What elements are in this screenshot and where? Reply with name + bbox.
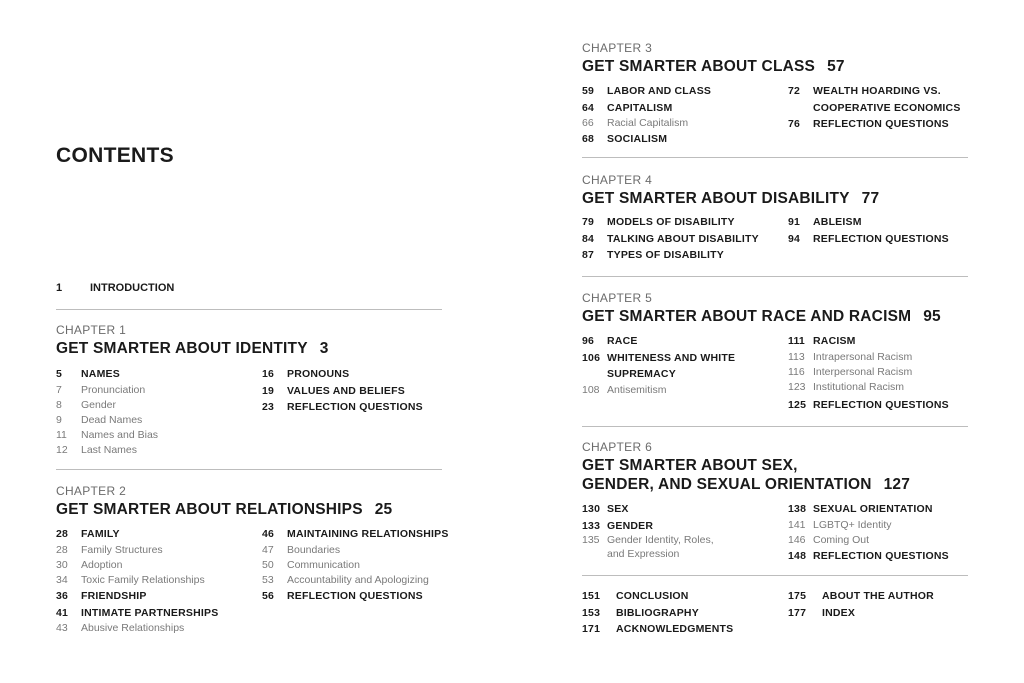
toc-entry-page: 28	[56, 528, 69, 540]
chapter-title-text: GET SMARTER ABOUT RACE AND RACISM	[582, 308, 912, 325]
chapter-page: 57	[827, 58, 845, 75]
toc-entry-page: 8	[56, 398, 62, 411]
toc-entry[interactable]	[582, 333, 782, 350]
toc-entry-page: 66	[582, 117, 594, 129]
toc-entry-title: LABOR AND CLASS	[607, 85, 712, 97]
toc-entry-title: Interpersonal Racism	[813, 365, 913, 378]
section-divider	[56, 309, 442, 310]
toc-entry-title: PRONOUNS	[287, 368, 350, 380]
toc-entry-page: 111	[788, 335, 805, 347]
toc-subentry[interactable]	[56, 573, 256, 588]
toc-entry-title: INTRODUCTION	[90, 282, 175, 294]
toc-entry-page: 50	[262, 558, 274, 571]
toc-entry-title: WEALTH HOARDING VS.	[813, 85, 941, 97]
chapter-label: CHAPTER 1	[56, 323, 127, 337]
toc-entry-title: Coming Out	[813, 533, 870, 546]
toc-subentry[interactable]	[262, 543, 452, 558]
toc-entry-title: REFLECTION QUESTIONS	[287, 401, 423, 413]
toc-entry-page: 76	[788, 118, 801, 130]
toc-entry-title: VALUES AND BELIEFS	[287, 384, 405, 397]
toc-entry-page	[582, 547, 607, 562]
toc-entry-title: FAMILY	[81, 528, 120, 540]
chapter-title[interactable]	[56, 339, 329, 358]
toc-entry[interactable]	[582, 100, 782, 117]
toc-entry-page: 1	[56, 282, 63, 294]
toc-subentry[interactable]	[582, 116, 782, 131]
chapter-1-header	[56, 323, 329, 358]
toc-entry[interactable]	[788, 588, 988, 605]
section-divider	[582, 157, 968, 158]
section-divider	[582, 575, 968, 576]
toc-entry-page: 41	[56, 606, 69, 619]
toc-entry-title: Intrapersonal Racism	[813, 350, 913, 363]
chapter-page: 95	[923, 308, 941, 325]
toc-entry-page	[582, 366, 607, 383]
chapter-label: CHAPTER 2	[56, 484, 127, 498]
toc-entry[interactable]	[56, 605, 256, 622]
toc-entry[interactable]	[788, 83, 988, 100]
chapter-2-header	[56, 484, 392, 519]
toc-entry-title: REFLECTION QUESTIONS	[813, 549, 949, 562]
toc-entry-title: REFLECTION QUESTIONS	[287, 590, 423, 603]
chapter-6-right-entries	[788, 501, 988, 564]
toc-entry-title: TALKING ABOUT DISABILITY	[607, 232, 759, 245]
toc-subentry[interactable]	[56, 428, 256, 443]
toc-entry-page: 28	[56, 543, 68, 556]
toc-entry-page: 59	[582, 85, 595, 97]
chapter-2-left-entries	[56, 526, 256, 636]
toc-entry-title: LGBTQ+ Identity	[813, 518, 892, 531]
toc-entry-page: 9	[56, 413, 62, 426]
chapter-5-header	[582, 291, 941, 326]
toc-entry-page: 47	[262, 543, 274, 556]
toc-entry-title: SUPREMACY	[607, 368, 676, 380]
toc-entry[interactable]	[788, 116, 988, 133]
chapter-5-right-entries	[788, 333, 988, 414]
toc-subentry[interactable]	[56, 621, 256, 636]
toc-subentry[interactable]	[56, 398, 256, 413]
chapter-label: CHAPTER 4	[582, 173, 653, 187]
toc-entry-page: 106	[582, 351, 601, 364]
toc-entry-title: BIBLIOGRAPHY	[616, 606, 699, 619]
chapter-title[interactable]	[582, 456, 910, 494]
toc-entry-title: REFLECTION QUESTIONS	[813, 399, 949, 412]
toc-entry-page: 116	[788, 365, 805, 378]
toc-entry-title: Names and Bias	[81, 429, 159, 442]
toc-entry-page: 125	[788, 399, 807, 412]
toc-entry-title: SEX	[607, 503, 629, 515]
toc-entry-title: Racial Capitalism	[607, 117, 689, 129]
toc-entry-title: SOCIALISM	[607, 133, 668, 146]
toc-entry[interactable]	[262, 588, 452, 605]
toc-entry-page: 175	[788, 590, 807, 602]
chapter-3-header	[582, 41, 845, 76]
toc-entry[interactable]	[788, 214, 988, 231]
chapter-4-right-entries	[788, 214, 988, 247]
toc-entry-page: 56	[262, 590, 275, 603]
chapter-title-text: GET SMARTER ABOUT RELATIONSHIPS	[56, 501, 363, 518]
toc-subentry[interactable]	[56, 443, 256, 458]
toc-entry-title: Accountability and Apologizing	[287, 573, 429, 586]
toc-entry-title: Last Names	[81, 444, 138, 457]
toc-entry-page: 64	[582, 101, 595, 114]
toc-entry-title: Boundaries	[287, 543, 341, 556]
toc-entry-title: WHITENESS AND WHITE	[607, 351, 736, 364]
toc-entry[interactable]	[262, 366, 452, 383]
toc-entry[interactable]	[582, 131, 782, 148]
chapter-label: CHAPTER 3	[582, 41, 653, 55]
toc-entry[interactable]	[788, 333, 988, 350]
chapter-page: 77	[861, 190, 880, 207]
toc-entry[interactable]	[788, 501, 988, 518]
toc-entry-title: RACE	[607, 335, 638, 347]
toc-entry[interactable]	[262, 399, 452, 416]
toc-entry-page: 148	[788, 549, 807, 562]
chapter-label: CHAPTER 5	[582, 291, 653, 305]
toc-entry-page: 43	[56, 622, 68, 635]
toc-subentry[interactable]	[56, 413, 256, 428]
chapter-4-left-entries	[582, 214, 782, 264]
chapter-page: 127	[883, 476, 911, 493]
toc-entry-title: Pronunciation	[81, 383, 146, 396]
toc-entry-title: CAPITALISM	[607, 101, 673, 114]
toc-entry[interactable]	[56, 526, 256, 543]
toc-entry-page: 34	[56, 573, 68, 586]
toc-entry-page: 94	[788, 232, 801, 245]
toc-entry-title: Toxic Family Relationships	[81, 573, 205, 586]
section-divider	[582, 276, 968, 277]
chapter-title-text: GET SMARTER ABOUT CLASS	[582, 58, 816, 75]
toc-subentry[interactable]	[582, 534, 782, 547]
toc-entry-page: 177	[788, 606, 807, 619]
toc-subentry[interactable]	[582, 383, 782, 398]
toc-entry-page: 11	[56, 429, 67, 442]
toc-entry-page: 146	[788, 533, 806, 546]
section-divider	[582, 426, 968, 427]
toc-entry-page: 96	[582, 335, 595, 347]
toc-entry-page: 46	[262, 528, 275, 540]
toc-entry-title: SEXUAL ORIENTATION	[813, 503, 933, 515]
toc-entry-page: 123	[788, 380, 806, 393]
toc-entry-page: 108	[582, 383, 600, 396]
toc-entry-title: ABLEISM	[813, 216, 862, 228]
chapter-title[interactable]	[56, 500, 392, 519]
toc-entry-title: Gender Identity, Roles,	[607, 534, 714, 546]
toc-entry-page: 153	[582, 606, 601, 619]
chapter-title-text: GET SMARTER ABOUT DISABILITY	[582, 190, 850, 207]
chapter-title[interactable]	[582, 57, 845, 76]
toc-entry-page: 171	[582, 623, 601, 635]
toc-subentry[interactable]	[788, 350, 988, 365]
toc-entry[interactable]	[582, 518, 782, 535]
toc-entry-page: 7	[56, 383, 62, 396]
toc-entry[interactable]	[788, 548, 988, 565]
toc-entry-introduction[interactable]	[56, 282, 174, 294]
toc-subentry[interactable]	[788, 518, 988, 533]
toc-subentry-continued[interactable]	[582, 547, 782, 562]
toc-entry-page: 5	[56, 368, 63, 380]
chapter-page: 3	[319, 340, 329, 357]
section-divider	[56, 469, 442, 470]
chapter-1-left-entries	[56, 366, 256, 459]
toc-entry-page: 19	[262, 384, 275, 397]
toc-entry[interactable]	[56, 588, 256, 605]
toc-entry[interactable]	[582, 231, 782, 248]
toc-entry[interactable]	[582, 588, 782, 605]
toc-entry-title: MAINTAINING RELATIONSHIPS	[287, 528, 449, 540]
chapter-5-left-entries	[582, 333, 782, 398]
toc-entry-title: COOPERATIVE ECONOMICS	[813, 101, 961, 114]
toc-entry-page: 138	[788, 503, 807, 515]
toc-entry-page: 113	[788, 350, 805, 363]
toc-subentry[interactable]	[788, 365, 988, 380]
toc-entry-page: 133	[582, 519, 601, 532]
toc-subentry[interactable]	[56, 558, 256, 573]
toc-entry[interactable]	[788, 231, 988, 248]
chapter-6-left-entries	[582, 501, 782, 562]
chapter-3-left-entries	[582, 83, 782, 148]
toc-subentry[interactable]	[788, 533, 988, 548]
toc-entry-continued[interactable]	[788, 100, 988, 117]
toc-entry-title: Communication	[287, 558, 360, 571]
toc-entry-title: ABOUT THE AUTHOR	[822, 590, 934, 602]
toc-entry[interactable]	[262, 526, 452, 543]
chapter-4-header	[582, 173, 879, 208]
toc-entry-page	[788, 100, 813, 117]
toc-entry-title: Adoption	[81, 558, 123, 571]
toc-entry[interactable]	[262, 383, 452, 400]
toc-entry-page: 151	[582, 590, 601, 602]
toc-entry-page: 79	[582, 216, 595, 228]
toc-entry-page: 30	[56, 558, 68, 571]
chapter-3-right-entries	[788, 83, 988, 133]
toc-entry-page: 130	[582, 503, 601, 515]
toc-subentry[interactable]	[788, 380, 988, 395]
toc-entry-page: 23	[262, 401, 275, 413]
toc-entry-title: RACISM	[813, 335, 856, 347]
toc-entry-title: MODELS OF DISABILITY	[607, 216, 735, 228]
chapter-1-right-entries	[262, 366, 452, 416]
toc-entry[interactable]	[582, 247, 782, 264]
back-matter-right	[788, 588, 988, 621]
toc-entry-title: GENDER	[607, 519, 654, 532]
chapter-page: 25	[374, 501, 393, 518]
toc-entry-continued[interactable]	[582, 366, 782, 383]
toc-entry-page: 87	[582, 249, 595, 261]
toc-entry-page: 135	[582, 534, 600, 546]
toc-entry-title: TYPES OF DISABILITY	[607, 249, 724, 261]
toc-entry-title: Institutional Racism	[813, 380, 905, 393]
toc-entry[interactable]	[582, 605, 782, 622]
page-title: CONTENTS	[56, 144, 174, 167]
chapter-title[interactable]	[582, 189, 879, 208]
toc-entry-page: 72	[788, 85, 801, 97]
toc-entry-title: and Expression	[607, 548, 680, 560]
toc-entry[interactable]	[582, 350, 782, 367]
toc-entry-page: 36	[56, 590, 69, 603]
toc-entry-page: 141	[788, 518, 806, 531]
chapter-title-text: GET SMARTER ABOUT SEX,	[582, 457, 798, 474]
toc-entry[interactable]	[582, 501, 782, 518]
chapter-title[interactable]	[582, 307, 941, 326]
chapter-6-header	[582, 440, 910, 494]
toc-subentry[interactable]	[56, 543, 256, 558]
toc-entry-title: Antisemitism	[607, 383, 667, 396]
toc-entry-page: 12	[56, 444, 68, 457]
chapter-label: CHAPTER 6	[582, 440, 653, 454]
toc-entry-title: Family Structures	[81, 543, 163, 556]
toc-entry-title: FRIENDSHIP	[81, 590, 147, 603]
chapter-2-right-entries	[262, 526, 452, 605]
toc-entry-page: 84	[582, 232, 595, 245]
toc-subentry[interactable]	[262, 558, 452, 573]
toc-subentry[interactable]	[262, 573, 452, 588]
toc-subentry[interactable]	[56, 383, 256, 398]
toc-entry[interactable]	[582, 83, 782, 100]
toc-entry-page: 68	[582, 133, 595, 146]
toc-entry[interactable]	[788, 605, 988, 622]
toc-entry-title: CONCLUSION	[616, 590, 689, 602]
toc-entry-title: NAMES	[81, 368, 120, 380]
chapter-title-text: GET SMARTER ABOUT IDENTITY	[56, 340, 308, 357]
chapter-title-text-line2: GENDER, AND SEXUAL ORIENTATION	[582, 476, 872, 493]
toc-entry[interactable]	[582, 214, 782, 231]
toc-entry-title: REFLECTION QUESTIONS	[813, 232, 949, 245]
toc-entry-title: ACKNOWLEDGMENTS	[616, 623, 734, 635]
toc-entry-page: 16	[262, 368, 275, 380]
toc-entry[interactable]	[582, 621, 782, 638]
toc-entry-page: 53	[262, 573, 274, 586]
toc-entry-page: 91	[788, 216, 801, 228]
toc-entry-title: INTIMATE PARTNERSHIPS	[81, 606, 219, 619]
toc-entry-title: Gender	[81, 398, 117, 411]
back-matter-left	[582, 588, 782, 638]
toc-entry-title: Abusive Relationships	[81, 622, 185, 635]
toc-entry-title: REFLECTION QUESTIONS	[813, 118, 949, 130]
toc-entry[interactable]	[788, 397, 988, 414]
toc-entry[interactable]	[56, 366, 256, 383]
toc-entry-title: Dead Names	[81, 413, 143, 426]
toc-entry-title: INDEX	[822, 606, 856, 619]
